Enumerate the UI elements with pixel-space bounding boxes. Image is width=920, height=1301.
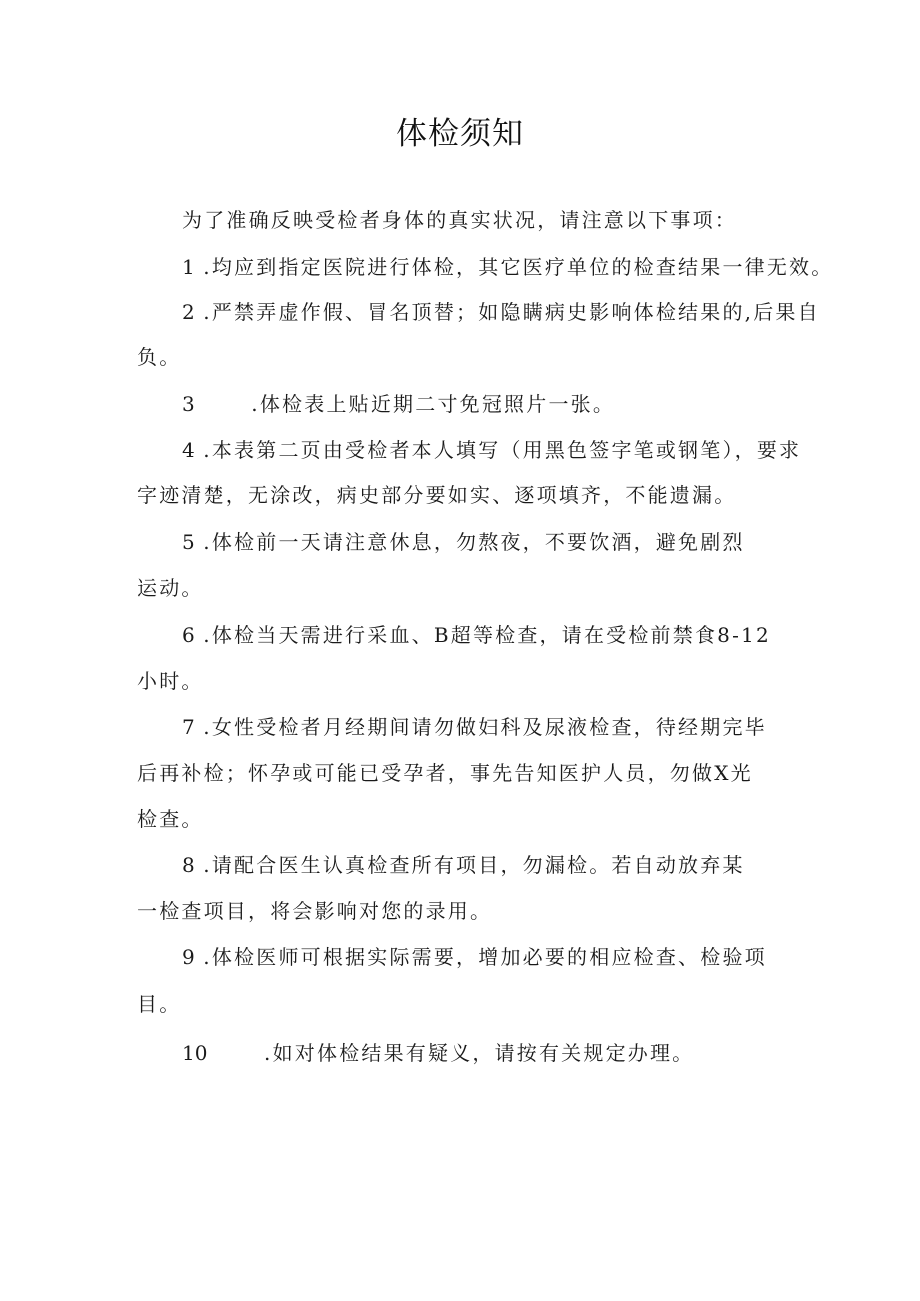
item-number: 1 [182, 255, 195, 279]
intro-text: 为了准确反映受检者身体的真实状况，请注意以下事项： [182, 208, 737, 232]
item-text: .请配合医生认真检查所有项目，勿漏检。若自动放弃某 [203, 853, 745, 877]
item-text: .均应到指定医院进行体检，其它医疗单位的检查结果一律无效。 [203, 255, 834, 279]
item-number: 7 [182, 715, 195, 739]
list-item [182, 390, 615, 418]
item-text: .体检当天需进行采血、B超等检查，请在受检前禁食8-12 [203, 623, 771, 647]
item-number: 3 [182, 392, 195, 416]
list-item [182, 943, 767, 971]
item-continuation: 后再补检；怀孕或可能已受孕者，事先告知医护人员，勿做X光 [137, 761, 753, 785]
list-item [182, 621, 771, 649]
page-title: 体检须知 [396, 116, 524, 152]
list-item [182, 1039, 694, 1067]
item-text: .严禁弄虚作假、冒名顶替；如隐瞒病史影响体检结果的,后果自 [203, 300, 820, 324]
item-text: .体检表上贴近期二寸免冠照片一张。 [251, 392, 616, 416]
item-number: 8 [182, 853, 195, 877]
list-item [182, 253, 833, 281]
item-continuation: 目。 [137, 992, 182, 1016]
item-text: .体检前一天请注意休息，勿熬夜，不要饮酒，避免剧烈 [203, 530, 745, 554]
item-number: 6 [182, 623, 195, 647]
item-text: .本表第二页由受检者本人填写（用黑色签字笔或钢笔），要求 [203, 438, 802, 462]
item-continuation: 字迹清楚，无涂改，病史部分要如实、逐项填齐，不能遗漏。 [137, 483, 737, 507]
item-continuation: 负。 [137, 345, 182, 369]
list-item [182, 528, 745, 556]
item-text: .如对体检结果有疑义，请按有关规定办理。 [264, 1041, 695, 1065]
item-continuation: 一检查项目，将会影响对您的录用。 [137, 899, 493, 923]
item-number: 5 [182, 530, 195, 554]
item-continuation: 检查。 [137, 807, 204, 831]
item-continuation: 小时。 [137, 669, 204, 693]
item-number: 4 [182, 438, 195, 462]
item-text: .女性受检者月经期间请勿做妇科及尿液检查，待经期完毕 [203, 715, 767, 739]
item-number: 2 [182, 300, 195, 324]
item-number: 10 [182, 1041, 208, 1065]
list-item [182, 851, 745, 879]
item-number: 9 [182, 945, 195, 969]
list-item [182, 713, 767, 741]
list-item [182, 298, 820, 326]
item-text: .体检医师可根据实际需要，增加必要的相应检查、检验项 [203, 945, 767, 969]
item-continuation: 运动。 [137, 576, 204, 600]
list-item [182, 436, 801, 464]
